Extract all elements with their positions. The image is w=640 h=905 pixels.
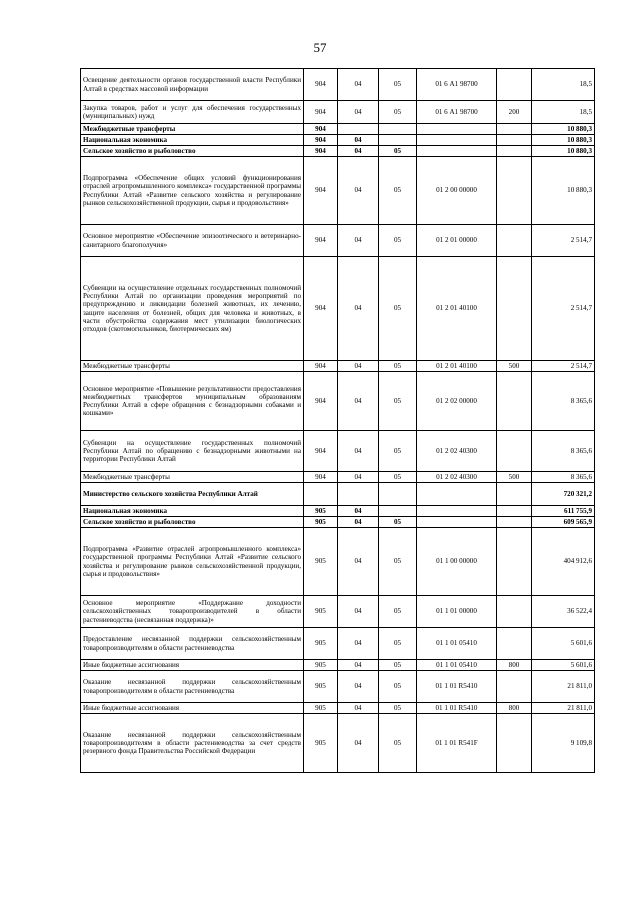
ministry-code-cell: 904 <box>304 431 338 472</box>
row-name-cell: Подпрограмма «Развитие отраслей агропромышленного комплекса» государственной программы Республики Алтай «Развитие сельского хозяйства и регулирование рынков сельскохозяйственной продукции, сырья и продовольствия» <box>81 528 304 596</box>
target-article-cell: 01 6 А1 98700 <box>417 69 497 101</box>
section-code-cell: 04 <box>338 671 379 703</box>
ministry-code-cell: 904 <box>304 69 338 101</box>
subsection-code-cell <box>379 124 417 135</box>
row-name-cell: Межбюджетные трансферты <box>81 361 304 372</box>
ministry-code-cell: 905 <box>304 628 338 660</box>
expense-type-cell <box>497 714 532 773</box>
target-article-cell: 01 2 01 40100 <box>417 257 497 361</box>
row-name-cell: Сельское хозяйство и рыболовство <box>81 517 304 528</box>
section-code-cell: 04 <box>338 146 379 157</box>
target-article-cell: 01 2 00 00000 <box>417 157 497 225</box>
row-name-cell: Освещение деятельности органов государственной власти Республики Алтай в средствах массовой информации <box>81 69 304 101</box>
ministry-code-cell: 904 <box>304 361 338 372</box>
target-article-cell <box>417 483 497 506</box>
table-row <box>81 660 595 671</box>
section-code-cell: 04 <box>338 517 379 528</box>
table-row <box>81 225 595 257</box>
ministry-code-cell: 905 <box>304 671 338 703</box>
ministry-code-cell: 905 <box>304 596 338 628</box>
section-code-cell: 04 <box>338 528 379 596</box>
ministry-code-cell: 905 <box>304 528 338 596</box>
target-article-cell <box>417 146 497 157</box>
expense-type-cell <box>497 517 532 528</box>
target-article-cell: 01 1 01 R5410 <box>417 671 497 703</box>
row-name-cell: Иные бюджетные ассигнования <box>81 703 304 714</box>
expense-type-cell <box>497 528 532 596</box>
ministry-code-cell <box>304 483 338 506</box>
table-row <box>81 372 595 431</box>
row-name-cell: Основное мероприятие «Поддержание доходности сельскохозяйственных товаропроизводителей в области растениеводства (несвязанная поддержка)» <box>81 596 304 628</box>
expense-type-cell <box>497 124 532 135</box>
section-code-cell <box>338 483 379 506</box>
row-name-cell: Основное мероприятие «Обеспечение эпизоотического и ветеринарно-санитарного благополучия» <box>81 225 304 257</box>
row-name-cell: Сельское хозяйство и рыболовство <box>81 146 304 157</box>
ministry-code-cell: 904 <box>304 124 338 135</box>
table-row <box>81 361 595 372</box>
subsection-code-cell: 05 <box>379 146 417 157</box>
amount-cell: 9 109,8 <box>532 714 595 773</box>
section-code-cell: 04 <box>338 135 379 146</box>
expense-type-cell <box>497 431 532 472</box>
target-article-cell: 01 6 А1 98700 <box>417 101 497 124</box>
target-article-cell <box>417 135 497 146</box>
table-row <box>81 257 595 361</box>
amount-cell: 8 365,6 <box>532 472 595 483</box>
subsection-code-cell: 05 <box>379 157 417 225</box>
table-row <box>81 528 595 596</box>
ministry-code-cell: 904 <box>304 146 338 157</box>
subsection-code-cell: 05 <box>379 671 417 703</box>
section-code-cell: 04 <box>338 431 379 472</box>
target-article-cell <box>417 517 497 528</box>
amount-cell: 21 811,0 <box>532 703 595 714</box>
amount-cell: 8 365,6 <box>532 431 595 472</box>
row-name-cell: Национальная экономика <box>81 506 304 517</box>
target-article-cell: 01 2 02 40300 <box>417 472 497 483</box>
target-article-cell: 01 2 02 40300 <box>417 431 497 472</box>
expense-type-cell <box>497 157 532 225</box>
subsection-code-cell: 05 <box>379 472 417 483</box>
subsection-code-cell: 05 <box>379 69 417 101</box>
table-row <box>81 124 595 135</box>
subsection-code-cell: 05 <box>379 225 417 257</box>
section-code-cell: 04 <box>338 596 379 628</box>
section-code-cell: 04 <box>338 101 379 124</box>
row-name-cell: Предоставление несвязанной поддержки сельскохозяйственным товаропроизводителям в области растениеводства <box>81 628 304 660</box>
amount-cell: 10 880,3 <box>532 124 595 135</box>
section-code-cell: 04 <box>338 257 379 361</box>
section-code-cell <box>338 124 379 135</box>
row-name-cell: Министерство сельского хозяйства Республики Алтай <box>81 483 304 506</box>
row-name-cell: Закупка товаров, работ и услуг для обеспечения государственных (муниципальных) нужд <box>81 101 304 124</box>
subsection-code-cell: 05 <box>379 628 417 660</box>
amount-cell: 5 601,6 <box>532 660 595 671</box>
section-code-cell: 04 <box>338 225 379 257</box>
ministry-code-cell: 904 <box>304 225 338 257</box>
row-name-cell: Иные бюджетные ассигнования <box>81 660 304 671</box>
expense-type-cell <box>497 257 532 361</box>
target-article-cell: 01 1 01 00000 <box>417 596 497 628</box>
subsection-code-cell: 05 <box>379 703 417 714</box>
section-code-cell: 04 <box>338 472 379 483</box>
amount-cell: 611 755,9 <box>532 506 595 517</box>
subsection-code-cell: 05 <box>379 372 417 431</box>
target-article-cell: 01 2 01 00000 <box>417 225 497 257</box>
section-code-cell: 04 <box>338 157 379 225</box>
table-row <box>81 506 595 517</box>
table-row <box>81 101 595 124</box>
subsection-code-cell: 05 <box>379 257 417 361</box>
table-row <box>81 69 595 101</box>
section-code-cell: 04 <box>338 628 379 660</box>
target-article-cell: 01 1 00 00000 <box>417 528 497 596</box>
amount-cell: 36 522,4 <box>532 596 595 628</box>
row-name-cell: Национальная экономика <box>81 135 304 146</box>
subsection-code-cell: 05 <box>379 714 417 773</box>
subsection-code-cell: 05 <box>379 596 417 628</box>
expense-type-cell: 800 <box>497 660 532 671</box>
table-row <box>81 714 595 773</box>
row-name-cell: Оказание несвязанной поддержки сельскохозяйственным товаропроизводителям в области растениеводства <box>81 671 304 703</box>
ministry-code-cell: 905 <box>304 714 338 773</box>
section-code-cell: 04 <box>338 714 379 773</box>
subsection-code-cell: 05 <box>379 660 417 671</box>
subsection-code-cell: 05 <box>379 361 417 372</box>
amount-cell: 2 514,7 <box>532 361 595 372</box>
ministry-code-cell: 905 <box>304 660 338 671</box>
expense-type-cell <box>497 135 532 146</box>
target-article-cell: 01 2 02 00000 <box>417 372 497 431</box>
target-article-cell: 01 1 01 05410 <box>417 660 497 671</box>
ministry-code-cell: 904 <box>304 135 338 146</box>
expense-type-cell <box>497 483 532 506</box>
section-code-cell: 04 <box>338 660 379 671</box>
ministry-code-cell: 905 <box>304 506 338 517</box>
amount-cell: 10 880,3 <box>532 135 595 146</box>
amount-cell: 18,5 <box>532 101 595 124</box>
subsection-code-cell <box>379 483 417 506</box>
expense-type-cell <box>497 671 532 703</box>
amount-cell: 10 880,3 <box>532 146 595 157</box>
ministry-code-cell: 905 <box>304 703 338 714</box>
table-row <box>81 431 595 472</box>
subsection-code-cell: 05 <box>379 528 417 596</box>
table-row <box>81 157 595 225</box>
amount-cell: 8 365,6 <box>532 372 595 431</box>
expense-type-cell <box>497 372 532 431</box>
table-row <box>81 472 595 483</box>
amount-cell: 2 514,7 <box>532 257 595 361</box>
subsection-code-cell: 05 <box>379 101 417 124</box>
expense-type-cell <box>497 146 532 157</box>
target-article-cell: 01 1 01 R541F <box>417 714 497 773</box>
expense-type-cell: 800 <box>497 703 532 714</box>
expense-type-cell <box>497 506 532 517</box>
row-name-cell: Субвенции на осуществление отдельных государственных полномочий Республики Алтай по организации проведения мероприятий по предупреждению и ликвидации болезней животных, их лечению, защите населения от болезней, общих для человека и животных, в части обустройства содержания мест утилизации биологических отходов (скотомогильников, биотермических ям) <box>81 257 304 361</box>
table-row <box>81 483 595 506</box>
row-name-cell: Субвенции на осуществление государственных полномочий Республики Алтай по обращению с безнадзорными животными на территории Республики Алтай <box>81 431 304 472</box>
expense-type-cell <box>497 69 532 101</box>
section-code-cell: 04 <box>338 703 379 714</box>
amount-cell: 609 565,9 <box>532 517 595 528</box>
section-code-cell: 04 <box>338 69 379 101</box>
table-row <box>81 628 595 660</box>
table-row <box>81 703 595 714</box>
target-article-cell: 01 1 01 05410 <box>417 628 497 660</box>
table-row <box>81 146 595 157</box>
amount-cell: 21 811,0 <box>532 671 595 703</box>
expense-type-cell <box>497 628 532 660</box>
section-code-cell: 04 <box>338 506 379 517</box>
ministry-code-cell: 904 <box>304 472 338 483</box>
row-name-cell: Оказание несвязанной поддержки сельскохозяйственным товаропроизводителям в области растениеводства за счет средств резервного фонда Правительства Российской Федерации <box>81 714 304 773</box>
expense-type-cell <box>497 596 532 628</box>
subsection-code-cell: 05 <box>379 431 417 472</box>
target-article-cell <box>417 124 497 135</box>
target-article-cell: 01 2 01 40100 <box>417 361 497 372</box>
subsection-code-cell <box>379 506 417 517</box>
expense-type-cell: 500 <box>497 361 532 372</box>
row-name-cell: Основное мероприятие «Повышение результативности предоставления межбюджетных трансфертов муниципальным образованиям Республики Алтай в сфере обращения с безнадзорными собаками и кошками» <box>81 372 304 431</box>
ministry-code-cell: 904 <box>304 257 338 361</box>
amount-cell: 5 601,6 <box>532 628 595 660</box>
section-code-cell: 04 <box>338 372 379 431</box>
expense-type-cell: 200 <box>497 101 532 124</box>
ministry-code-cell: 904 <box>304 101 338 124</box>
ministry-code-cell: 904 <box>304 157 338 225</box>
amount-cell: 2 514,7 <box>532 225 595 257</box>
amount-cell: 720 321,2 <box>532 483 595 506</box>
expense-type-cell: 500 <box>497 472 532 483</box>
ministry-code-cell: 905 <box>304 517 338 528</box>
table-row <box>81 517 595 528</box>
amount-cell: 18,5 <box>532 69 595 101</box>
subsection-code-cell <box>379 135 417 146</box>
row-name-cell: Межбюджетные трансферты <box>81 472 304 483</box>
table-row <box>81 135 595 146</box>
row-name-cell: Межбюджетные трансферты <box>81 124 304 135</box>
page-number: 57 <box>313 40 327 55</box>
section-code-cell: 04 <box>338 361 379 372</box>
subsection-code-cell: 05 <box>379 517 417 528</box>
table-row <box>81 596 595 628</box>
table-row <box>81 671 595 703</box>
target-article-cell <box>417 506 497 517</box>
amount-cell: 10 880,3 <box>532 157 595 225</box>
amount-cell: 404 912,6 <box>532 528 595 596</box>
row-name-cell: Подпрограмма «Обеспечение общих условий функционирования отраслей агропромышленного комплекса» государственной программы Республики Алтай «Развитие сельского хозяйства и регулирование рынков сельскохозяйственной продукции, сырья и продовольствия» <box>81 157 304 225</box>
target-article-cell: 01 1 01 R5410 <box>417 703 497 714</box>
budget-table <box>80 68 595 773</box>
expense-type-cell <box>497 225 532 257</box>
ministry-code-cell: 904 <box>304 372 338 431</box>
